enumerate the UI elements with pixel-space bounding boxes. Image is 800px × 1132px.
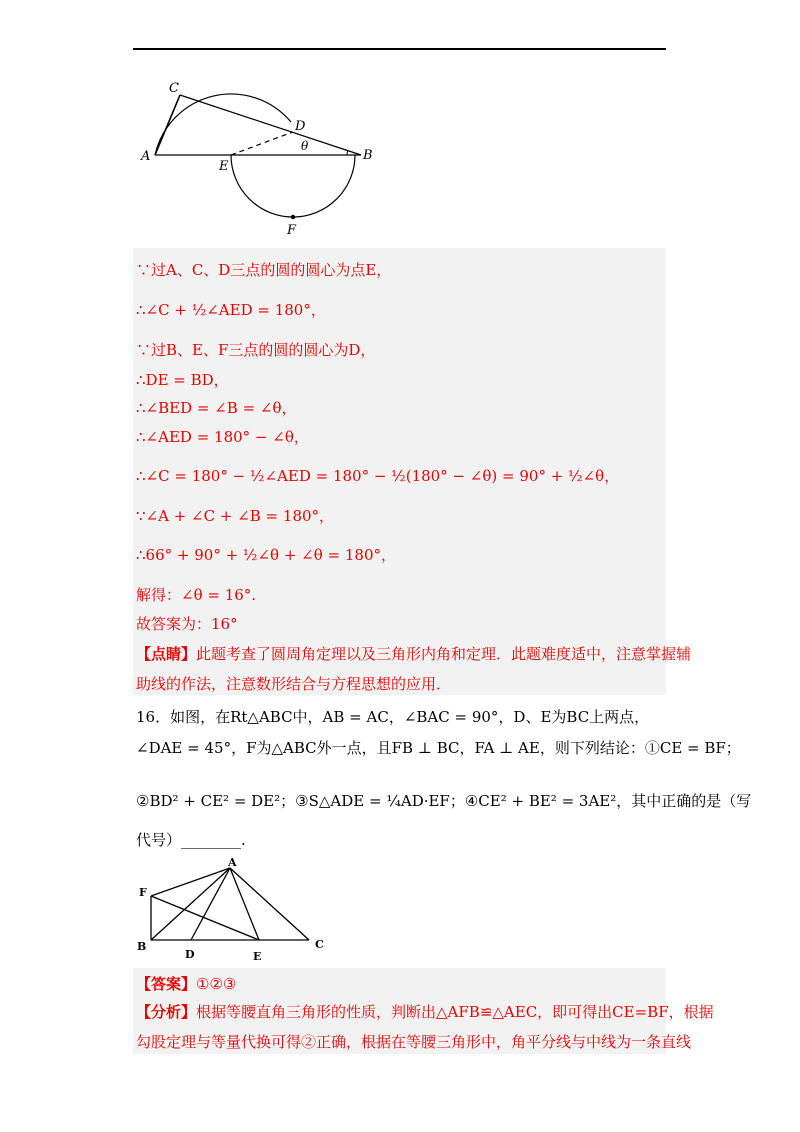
fig1-label-b: B (363, 148, 373, 163)
comment-line-1 (136, 643, 691, 665)
answer-value: ①②③ (196, 975, 237, 993)
analysis-text-1: 根据等腰直角三角形的性质，判断出△AFB≌△AEC，即可得出CE=BF，根据 (196, 1003, 714, 1021)
fig1-label-e: E (219, 159, 229, 174)
question-line-4: 代号）________. (136, 831, 246, 849)
solution-line-4: ∴DE = BD， (136, 371, 229, 389)
answer-line (136, 973, 236, 995)
fig2-label-c: C (315, 938, 324, 951)
fig1-label-a: A (141, 149, 151, 164)
solution-line-8: ∵∠A + ∠C + ∠B = 180°， (136, 507, 335, 525)
analysis-line-2: 勾股定理与等量代换可得②正确，根据在等腰三角形中，角平分线与中线为一条直线 (136, 1033, 692, 1051)
fig1-label-f: F (287, 223, 297, 238)
figure-triangle (133, 856, 333, 964)
fig1-label-theta: θ (301, 139, 309, 153)
solution-line-10: 解得：∠θ = 16°. (136, 586, 257, 604)
comment-line-2: 助线的作法，注意数形结合与方程思想的应用． (136, 675, 452, 693)
fig1-label-c: C (169, 81, 179, 96)
question-line-2: ∠DAE = 45°，F为△ABC外一点，且FB ⊥ BC，FA ⊥ AE，则下列结论：①CE = BF； (136, 739, 741, 757)
comment-text-1: 此题考查了圆周角定理以及三角形内角和定理．此题难度适中，注意掌握辅 (196, 645, 692, 663)
solution-line-3: ∵过B、E、F三点的圆的圆心为D， (136, 341, 376, 359)
fig2-label-f: F (139, 886, 147, 899)
solution-line-2: ∴∠C + ½∠AED = 180°， (136, 301, 326, 319)
fig2-label-a: A (228, 856, 237, 869)
analysis-tag: 【分析】 (136, 1003, 197, 1021)
comment-tag: 【点睛】 (136, 645, 197, 663)
solution-line-7: ∴∠C = 180° − ½∠AED = 180° − ½(180° − ∠θ) = 90° + ½∠θ， (136, 467, 620, 485)
fig2-label-b: B (137, 940, 147, 953)
answer-tag: 【答案】 (136, 975, 197, 993)
solution-line-1: ∵过A、C、D三点的圆的圆心为点E， (136, 261, 392, 279)
solution-line-6: ∴∠AED = 180° − ∠θ， (136, 428, 309, 446)
figure-circles (133, 62, 389, 248)
solution-line-11: 故答案为：16° (136, 615, 238, 633)
question-line-1: 16．如图，在Rt△ABC中，AB = AC，∠BAC = 90°，D、E为BC上两点， (136, 708, 650, 726)
fig1-label-d: D (295, 119, 306, 134)
solution-line-5: ∴∠BED = ∠B = ∠θ， (136, 399, 297, 417)
fig2-label-e: E (253, 950, 262, 963)
top-rule (133, 48, 666, 50)
analysis-line-1 (136, 1001, 714, 1023)
question-line-3: ②BD² + CE² = DE²；③S△ADE = ¼AD·EF；④CE² + BE² = 3AE²，其中正确的是（写 (136, 792, 752, 810)
fig2-label-d: D (185, 948, 195, 961)
solution-line-9: ∴66° + 90° + ½∠θ + ∠θ = 180°， (136, 546, 397, 564)
